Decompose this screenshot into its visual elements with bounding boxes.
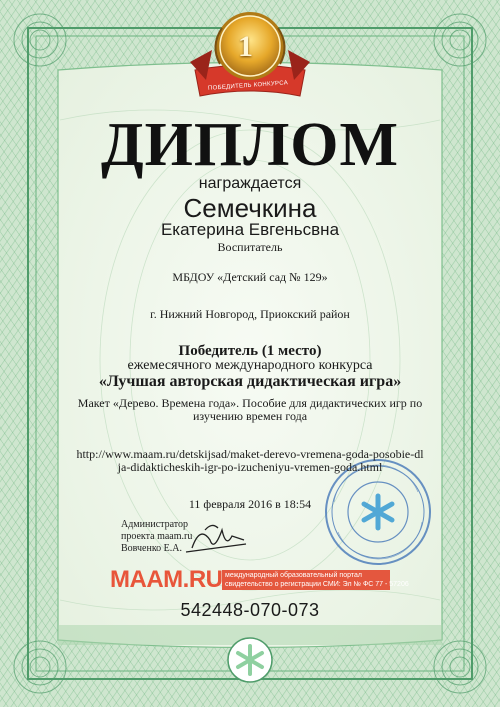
badge-number: 1 (238, 30, 253, 63)
work-url[interactable]: http://www.maam.ru/detskijsad/maket-derevo-vremena-goda-posobie-dlja-didakticheskih-igr-po-izucheniyu-vremen-goda.html (76, 447, 424, 474)
recipient-surname: Семечкина (183, 193, 317, 223)
award-date: 11 февраля 2016 в 18:54 (188, 497, 312, 511)
recipient-city: г. Нижний Новгород, Приокский район (150, 307, 350, 321)
contest-type: ежемесячного международного конкурса (127, 358, 373, 373)
contest-name: «Лучшая авторская дидактическая игра» (98, 373, 402, 390)
ribbon-label: ПОБЕДИТЕЛЬ КОНКУРСА (207, 80, 289, 92)
brand-banner (110, 566, 409, 594)
brand-desc-line-2: свидетельство о регистрации СМИ: Эл № ФС 77 - 57206 (225, 581, 409, 588)
brand-description (222, 570, 409, 590)
diploma-title: ДИПЛОМ (100, 111, 400, 179)
place-label: Победитель (1 место) (178, 343, 322, 359)
brand-logo: MAAM.RU (110, 566, 223, 593)
admin-block (121, 519, 231, 555)
recipient-name: Екатерина Евгеньсвна (160, 220, 340, 239)
recipient-organization: МБДОУ «Детский сад № 129» (172, 270, 328, 284)
certificate-number: 542448-070-073 (180, 600, 320, 620)
recipient-position: Воспитатель (217, 240, 283, 254)
snowflake-emblem (228, 638, 272, 682)
admin-line-2: проекта maam.ru (121, 531, 193, 542)
awarded-label: награждается (198, 175, 302, 192)
brand-desc-line-1: международный образовательный портал (225, 572, 362, 579)
admin-line-3: Вовченко Е.А. (121, 543, 183, 554)
admin-line-1: Администратор (121, 519, 189, 530)
work-description: Макет «Дерево. Времена года». Пособие для дидактических игр по изучению времен года (77, 396, 423, 423)
